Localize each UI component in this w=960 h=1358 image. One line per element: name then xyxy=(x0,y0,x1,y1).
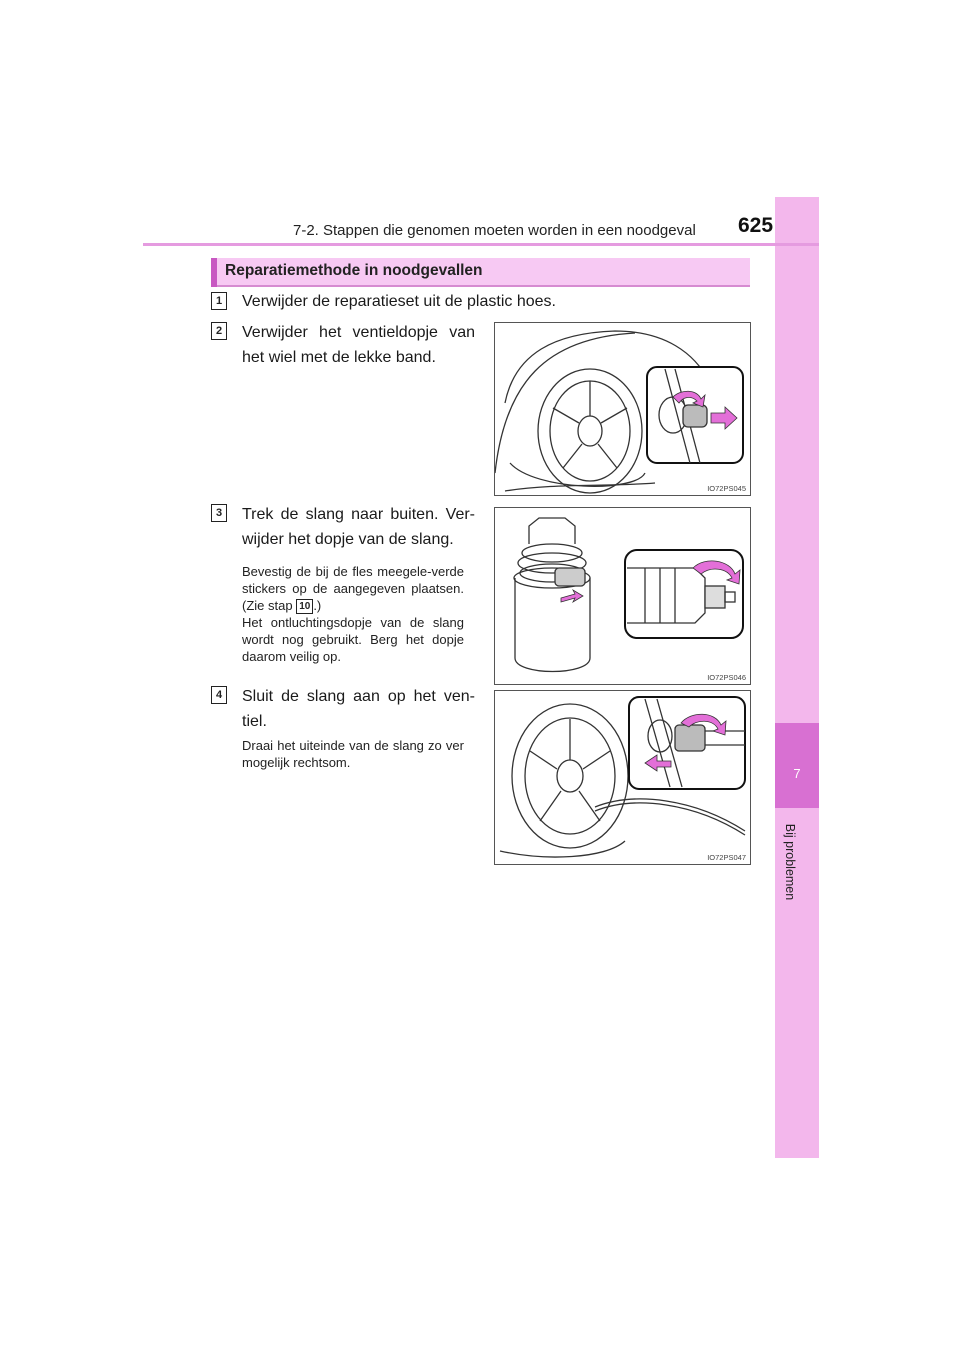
header-divider xyxy=(143,243,819,246)
chapter-side-tab xyxy=(775,197,819,1158)
step-number-2: 2 xyxy=(211,322,227,340)
figure-remove-valve-cap xyxy=(494,322,751,496)
wheel-valve-cap-illustration xyxy=(495,323,750,495)
step-number-1: 1 xyxy=(211,292,227,310)
hose-valve-illustration xyxy=(495,691,750,864)
section-heading-title: Reparatiemethode in noodgevallen xyxy=(225,262,483,279)
figure-code: IO72PS045 xyxy=(707,484,746,493)
figure-pull-hose xyxy=(494,507,751,685)
header-title: 7-2. Stappen die genomen moeten worden in een noodgeval xyxy=(293,222,696,239)
step-reference-10: 10 xyxy=(296,599,313,614)
figure-code: IO72PS047 xyxy=(707,853,746,862)
step-4-note: Draai het uiteinde van de slang zo ver mogelijk rechtsom. xyxy=(242,738,464,770)
step-3-note-cap: Het ontluchtingsdopje van de slang wordt nog gebruikt. Berg het dopje daarom veilig op. xyxy=(242,615,464,664)
section-heading-accent xyxy=(211,258,217,287)
page-number: 625 xyxy=(738,214,774,237)
step-number-3: 3 xyxy=(211,504,227,522)
bottle-hose-illustration xyxy=(495,508,750,684)
step-2-text: Verwijder het ventieldopje van het wiel met de lekke band. xyxy=(242,324,475,366)
step-number-4: 4 xyxy=(211,686,227,704)
step-1-text: Verwijder de reparatieset uit de plastic hoes. xyxy=(242,293,556,310)
step-3-note-stickers: Bevestig de bij de fles meegele-verde stickers op de aangegeven plaatsen. (Zie stap 10 .) xyxy=(242,564,464,613)
step-4-text: Sluit de slang aan op het ven-tiel. xyxy=(242,688,475,730)
chapter-title: Bij problemen xyxy=(783,823,797,901)
chapter-number: 7 xyxy=(793,766,801,781)
figure-code: IO72PS046 xyxy=(707,673,746,682)
figure-connect-hose xyxy=(494,690,751,865)
step-3-text: Trek de slang naar buiten. Ver-wijder het dopje van de slang. xyxy=(242,506,475,548)
pull-arrow-icon xyxy=(561,590,583,602)
